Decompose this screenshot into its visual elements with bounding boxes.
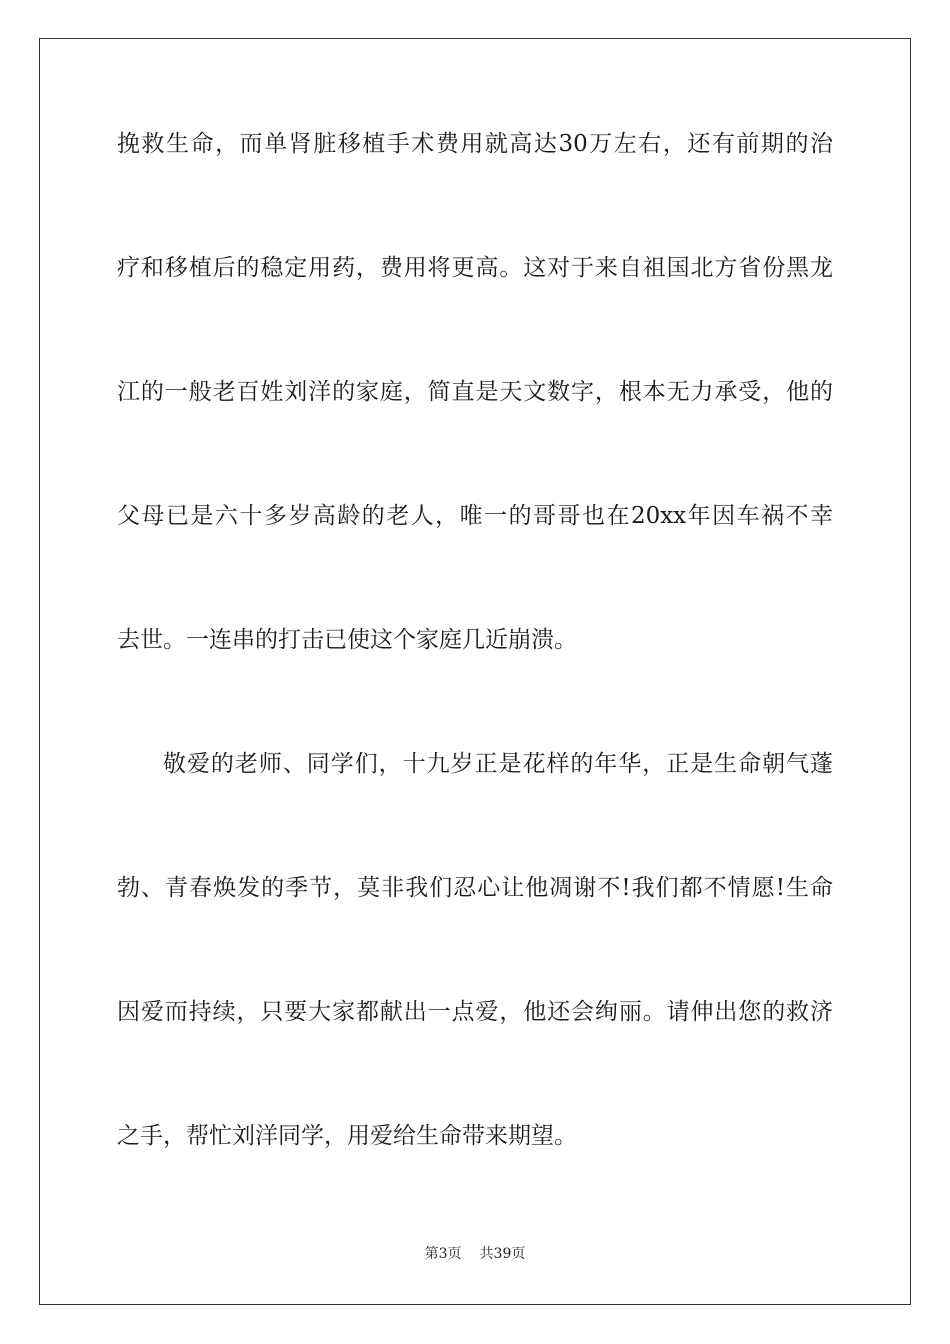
paragraph-line: 敬爱的老师、同学们，十九岁正是花样的年华，正是生命朝气蓬 xyxy=(163,751,833,777)
page-footer xyxy=(0,1244,950,1264)
paragraph-line: 父母已是六十多岁高龄的老人，唯一的哥哥也在20xx年因车祸不幸 xyxy=(117,503,833,529)
page-number: 第3页 xyxy=(424,1246,462,1262)
paragraph-line: 因爱而持续，只要大家都献出一点爱，他还会绚丽。请伸出您的救济 xyxy=(117,999,833,1025)
paragraph-line: 江的一般老百姓刘洋的家庭，简直是天文数字，根本无力承受，他的 xyxy=(117,379,833,405)
paragraph-line: 挽救生命，而单肾脏移植手术费用就高达30万左右，还有前期的治 xyxy=(117,131,833,157)
paragraph-line: 勃、青春焕发的季节，莫非我们忍心让他凋谢不!我们都不情愿!生命 xyxy=(117,875,833,901)
document-body xyxy=(117,124,833,1240)
page-total: 共39页 xyxy=(479,1246,526,1262)
paragraph-line: 之手，帮忙刘洋同学，用爱给生命带来期望。 xyxy=(117,1123,577,1149)
paragraph-line: 疗和移植后的稳定用药，费用将更高。这对于来自祖国北方省份黑龙 xyxy=(117,255,833,281)
paragraph-line: 去世。一连串的打击已使这个家庭几近崩溃。 xyxy=(117,627,577,653)
